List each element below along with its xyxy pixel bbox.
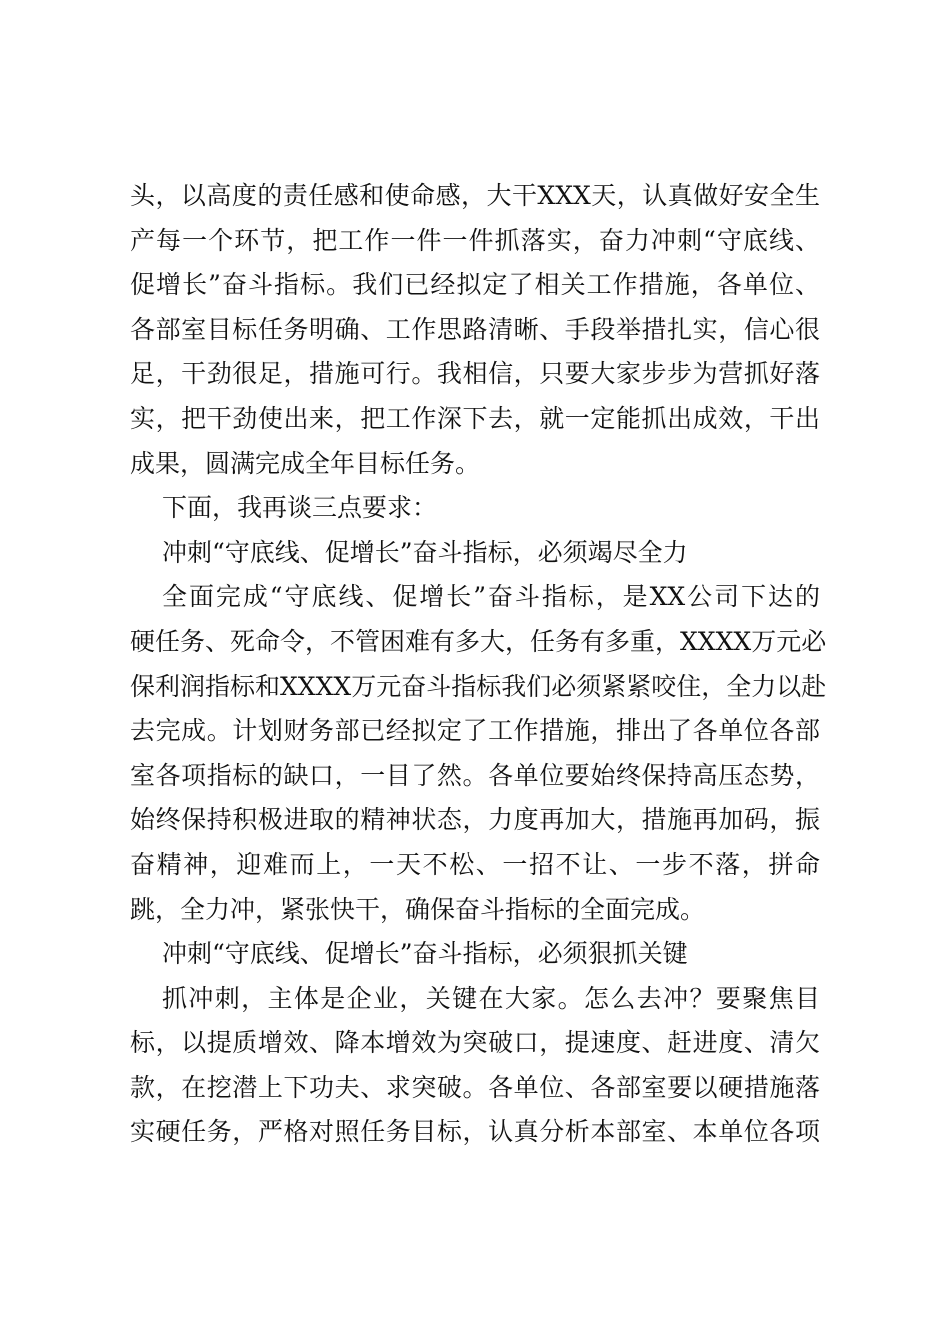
text-line: 促增长”奋斗指标。我们已经拟定了相关工作措施，各单位、 xyxy=(130,270,820,300)
text-line: 实，把干劲使出来，把工作深下去，就一定能抓出成效，干出 xyxy=(130,403,820,433)
paragraph xyxy=(130,486,820,531)
section-heading xyxy=(130,932,820,977)
text-line: 足，干劲很足，措施可行。我相信，只要大家步步为营抓好落 xyxy=(130,359,820,389)
text-line: 实硬任务，严格对照任务目标，认真分析本部室、本单位各项 xyxy=(130,1117,820,1147)
paragraph xyxy=(130,977,820,1155)
text-line: 头，以高度的责任感和使命感，大干XXX天，认真做好安全生 xyxy=(130,181,820,210)
paragraph xyxy=(130,575,827,932)
text-line: 室各项指标的缺口，一目了然。各单位要始终保持高压态势， xyxy=(130,760,820,790)
text-line: 始终保持积极进取的精神状态，力度再加大，措施再加码，振 xyxy=(130,805,820,835)
text-line: 下面，我再谈三点要求： xyxy=(162,493,438,523)
text-line: 冲刺“守底线、促增长”奋斗指标，必须狠抓关键 xyxy=(162,939,688,969)
text-line: 跳，全力冲，紧张快干，确保奋斗指标的全面完成。 xyxy=(130,894,706,924)
text-line: 款，在挖潜上下功夫、求突破。各单位、各部室要以硬措施落 xyxy=(130,1072,820,1102)
section-heading xyxy=(130,531,820,576)
document-page xyxy=(130,174,827,1155)
text-line: 抓冲刺，主体是企业，关键在大家。怎么去冲？要聚焦目 xyxy=(162,983,820,1013)
text-line: 冲刺“守底线、促增长”奋斗指标，必须竭尽全力 xyxy=(162,537,688,567)
text-line: 成果，圆满完成全年目标任务。 xyxy=(130,448,481,478)
text-line: 各部室目标任务明确、工作思路清晰、手段举措扎实，信心很 xyxy=(130,314,820,344)
text-line: 去完成。计划财务部已经拟定了工作措施，排出了各单位各部 xyxy=(130,716,820,746)
text-line: 产每一个环节，把工作一件一件抓落实，奋力冲刺“守底线、 xyxy=(130,225,820,255)
text-line: 标，以提质增效、降本增效为突破口，提速度、赶进度、清欠 xyxy=(130,1028,820,1058)
text-line: 全面完成“守底线、促增长”奋斗指标，是XX公司下达的 xyxy=(162,582,820,612)
paragraph xyxy=(130,174,820,486)
text-line: 硬任务、死命令，不管困难有多大，任务有多重，XXXX万元必 xyxy=(130,626,827,656)
text-line: 保利润指标和XXXX万元奋斗指标我们必须紧紧咬住，全力以赴 xyxy=(130,671,827,701)
text-line: 奋精神，迎难而上，一天不松、一招不让、一步不落，拼命 xyxy=(130,849,820,879)
